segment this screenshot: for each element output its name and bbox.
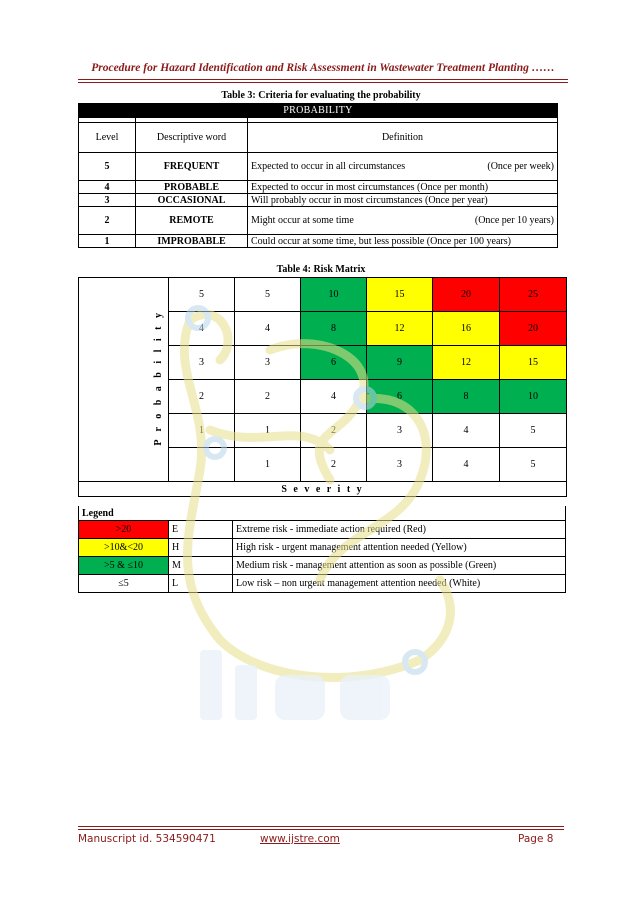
- severity-axis-4: 4: [433, 448, 500, 482]
- matrix-cell: 10: [301, 278, 367, 312]
- probability-criteria-table: [78, 103, 558, 248]
- header-rule-2: [78, 82, 568, 83]
- legend-code: E: [169, 521, 233, 539]
- table-row: 1 IMPROBABLE Could occur at some time, but less possible (Once per 100 years): [79, 235, 558, 248]
- matrix-cell: 5: [500, 414, 567, 448]
- legend-desc: Medium risk - management attention as soon as possible (Green): [233, 557, 566, 575]
- col-level-header: Level: [79, 123, 136, 153]
- table3-caption: Table 3: Criteria for evaluating the probability: [221, 90, 421, 101]
- legend-desc: High risk - urgent management attention needed (Yellow): [233, 539, 566, 557]
- prob-level-1: 1: [169, 414, 235, 448]
- matrix-cell: 6: [367, 380, 433, 414]
- probability-axis-label: P r o b a b i l i t y: [153, 310, 164, 446]
- manuscript-id: Manuscript id. 534590471: [78, 833, 216, 845]
- matrix-cell: 25: [500, 278, 567, 312]
- matrix-cell: 8: [301, 312, 367, 346]
- table-row: 2 REMOTE Might occur at some time (Once per 10 years): [79, 207, 558, 235]
- legend-desc: Extreme risk - immediate action required (Red): [233, 521, 566, 539]
- header-rule: [78, 79, 568, 80]
- matrix-cell: 5: [235, 278, 301, 312]
- matrix-cell: 12: [367, 312, 433, 346]
- severity-axis-2: 2: [301, 448, 367, 482]
- severity-axis-5: 5: [500, 448, 567, 482]
- matrix-cell: 1: [235, 414, 301, 448]
- col-definition-header: Definition: [248, 123, 558, 153]
- matrix-cell: 8: [433, 380, 500, 414]
- legend-range-medium: >5 & ≤10: [79, 557, 169, 575]
- matrix-cell: 4: [433, 414, 500, 448]
- legend-range-low: ≤5: [79, 575, 169, 593]
- matrix-cell: 4: [235, 312, 301, 346]
- matrix-cell: 15: [367, 278, 433, 312]
- probability-banner: PROBABILITY: [79, 104, 558, 118]
- footer-rule-2: [78, 829, 564, 830]
- matrix-cell: 12: [433, 346, 500, 380]
- matrix-cell: 2: [301, 414, 367, 448]
- legend-code: L: [169, 575, 233, 593]
- matrix-cell: 2: [235, 380, 301, 414]
- matrix-cell: 3: [235, 346, 301, 380]
- prob-level-2: 2: [169, 380, 235, 414]
- page-number: Page 8: [518, 833, 554, 845]
- legend-title: Legend: [79, 506, 566, 521]
- risk-matrix-table: [78, 277, 567, 497]
- probability-axis-label-cell: [79, 278, 169, 482]
- matrix-cell: 15: [500, 346, 567, 380]
- table4-caption: Table 4: Risk Matrix: [276, 264, 366, 275]
- table-row: 5 FREQUENT Expected to occur in all circumstances (Once per week): [79, 153, 558, 181]
- legend-range-high: >10&<20: [79, 539, 169, 557]
- matrix-cell: 20: [433, 278, 500, 312]
- journal-link[interactable]: www.ijstre.com: [260, 833, 340, 845]
- footer-rule: [78, 826, 564, 827]
- table-row: 3 OCCASIONAL Will probably occur in most circumstances (Once per year): [79, 194, 558, 207]
- prob-level-5: 5: [169, 278, 235, 312]
- matrix-cell: 10: [500, 380, 567, 414]
- prob-level-4: 4: [169, 312, 235, 346]
- matrix-cell: 9: [367, 346, 433, 380]
- prob-level-3: 3: [169, 346, 235, 380]
- matrix-cell: 4: [301, 380, 367, 414]
- severity-axis-label: S e v e r i t y: [79, 482, 567, 497]
- running-header: Procedure for Hazard Identification and Risk Assessment in Wastewater Treatment Planting ……: [91, 62, 555, 74]
- legend-desc: Low risk – non urgent management attention needed (White): [233, 575, 566, 593]
- col-word-header: Descriptive word: [136, 123, 248, 153]
- table-row: 4 PROBABLE Expected to occur in most circumstances (Once per month): [79, 181, 558, 194]
- severity-axis-1: 1: [235, 448, 301, 482]
- matrix-cell: 6: [301, 346, 367, 380]
- legend-range-extreme: >20: [79, 521, 169, 539]
- legend-code: M: [169, 557, 233, 575]
- matrix-cell: 20: [500, 312, 567, 346]
- legend-code: H: [169, 539, 233, 557]
- matrix-cell: 16: [433, 312, 500, 346]
- severity-axis-3: 3: [367, 448, 433, 482]
- matrix-cell: 3: [367, 414, 433, 448]
- legend-table: [78, 506, 566, 593]
